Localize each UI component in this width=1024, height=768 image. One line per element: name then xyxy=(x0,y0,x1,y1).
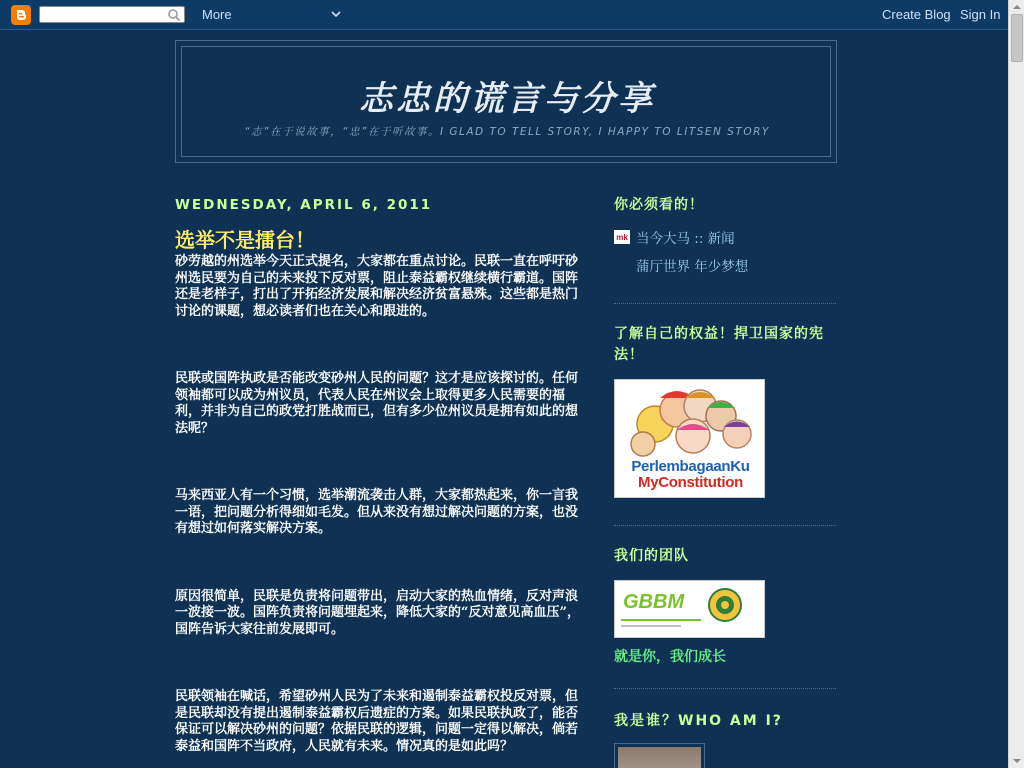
sidebar xyxy=(614,195,836,768)
post-title[interactable]: 选举不是擂台！ xyxy=(175,228,315,252)
blog-description: “志”在于说故事，“忠”在于听故事。I GLAD TO TELL STORY, I HAPPY TO LITSEN STORY xyxy=(244,126,770,138)
sidebar-link-blog[interactable] xyxy=(614,255,836,275)
gbbm-logo-text: GBBM xyxy=(623,591,685,613)
blog-header xyxy=(175,40,837,163)
post-body xyxy=(175,254,585,768)
blogger-logo-icon[interactable] xyxy=(11,5,31,25)
post-date: WEDNESDAY, APRIL 6, 2011 xyxy=(175,197,433,213)
banner-text-myconstitution: MyConstitution xyxy=(638,474,743,491)
scrollbar-thumb[interactable] xyxy=(1011,14,1023,62)
gbbm-crest-icon xyxy=(707,587,743,623)
team-caption: 就是你，我们成长 xyxy=(614,649,726,665)
gbbm-logo-stripe xyxy=(621,625,681,627)
search-input[interactable] xyxy=(40,11,160,26)
scroll-down-arrow-icon[interactable] xyxy=(1009,754,1024,768)
gbbm-logo-banner[interactable] xyxy=(614,580,765,638)
constitution-widget-title: 了解自己的权益！捍卫国家的宪法！ xyxy=(614,326,824,363)
sidebar-link-label[interactable]: 蒲厅世界 年少梦想 xyxy=(636,259,749,275)
gbbm-logo-stripe xyxy=(621,619,701,621)
cartoon-faces-icon xyxy=(615,380,765,460)
blog-header-inner xyxy=(181,46,831,157)
profile-photo-image xyxy=(618,747,701,768)
team-widget-title: 我们的团队 xyxy=(614,548,689,564)
about-widget-title: 我是谁？WHO AM I? xyxy=(614,713,783,729)
malaysiakini-favicon-icon: mk xyxy=(614,230,630,244)
chevron-down-icon[interactable] xyxy=(330,9,342,19)
myconstitution-banner[interactable] xyxy=(614,379,765,498)
scroll-up-arrow-icon[interactable] xyxy=(1009,0,1024,14)
more-menu-button[interactable]: More xyxy=(202,7,232,22)
blog-title[interactable]: 志忠的谎言与分享 xyxy=(359,79,655,119)
vertical-scrollbar[interactable] xyxy=(1008,0,1024,768)
post-paragraph: 民联或国阵执政是否能改变砂州人民的问题？这才是应该探讨的。任何领袖都可以成为州议员，代表人民在州议会上取得更多人民需要的福利，并非为自己的政党打胜战而已，但有多少位州议员是拥有如此的想法呢？ xyxy=(175,371,579,436)
banner-text-perlembagaanku: PerlembagaanKu xyxy=(631,458,750,475)
search-icon[interactable] xyxy=(167,8,181,22)
blogger-navbar xyxy=(0,0,1008,30)
post-paragraph: 砂劳越的州选举今天正式提名，大家都在重点讨论。民联一直在呼吁砂州选民要为自己的未来投下反对票，阻止泰益霸权继续横行霸道。国阵还是老样子，打出了开拓经济发展和解决经济贫富悬殊。这些都是热门讨论的课题，想必读者们也在关心和跟进的。 xyxy=(175,254,579,319)
must-see-widget-title: 你必须看的！ xyxy=(614,197,704,213)
post-paragraph: 原因很简单，民联是负责将问题带出，启动大家的热血情绪，反对声浪一波接一波。国阵负责将问题埋起来，降低大家的“反对意见高血压”，国阵告诉大家往前发展即可。 xyxy=(175,588,580,637)
post-paragraph: 马来西亚人有一个习惯，选举潮流袭击人群，大家都热起来，你一言我一语，把问题分析得细如毛发。但从来没有想过解决问题的方案，也没有想过如何落实解决方案。 xyxy=(175,488,579,536)
search-box xyxy=(39,6,185,23)
post-paragraph: 民联领袖在喊话，希望砂州人民为了未来和遏制泰益霸权投反对票，但是民联却没有提出遏制泰益霸权后遗症的方案。如果民联执政了，能否保证可以解决砂州的问题？依据民联的逻辑，问题一定得以解决，倘若泰益和国阵不当政府，人民就有未来。情况真的是如此吗？ xyxy=(175,689,579,754)
sign-in-link[interactable]: Sign In xyxy=(960,7,1001,22)
create-blog-link[interactable]: Create Blog xyxy=(882,7,951,22)
sidebar-link-label[interactable]: 当今大马 :: 新闻 xyxy=(636,231,735,247)
sidebar-link-malaysiakini[interactable] xyxy=(614,227,836,247)
profile-photo[interactable] xyxy=(614,743,705,768)
